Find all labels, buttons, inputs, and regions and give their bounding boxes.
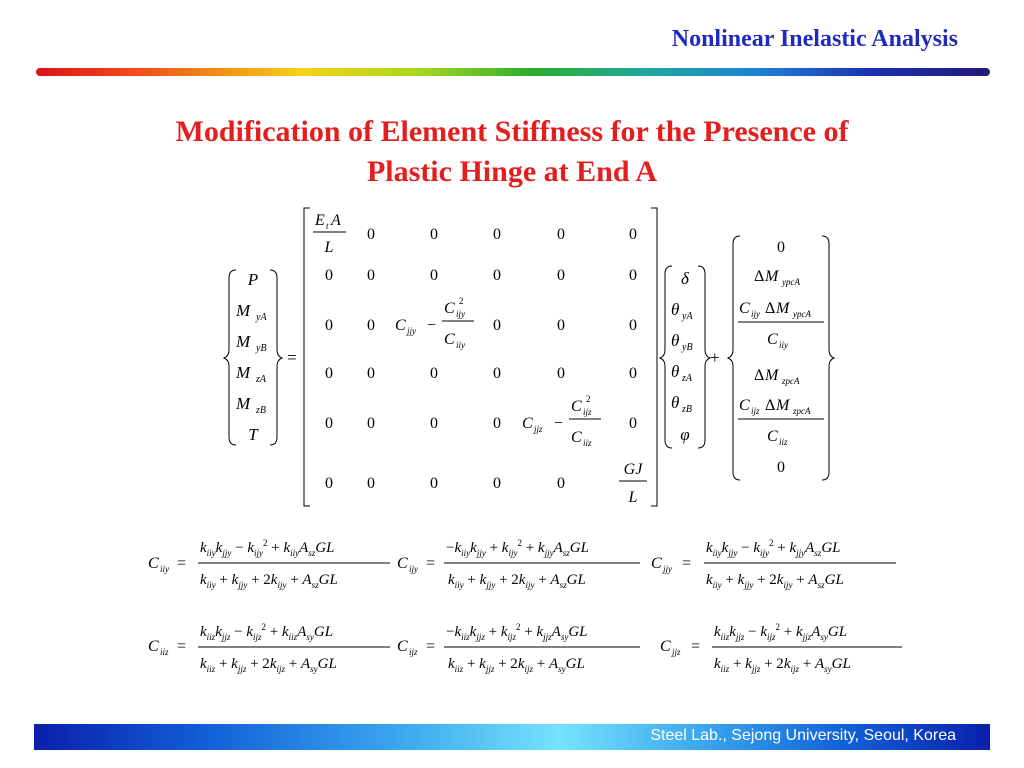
svg-text:C: C xyxy=(739,300,750,317)
svg-text:iiz: iiz xyxy=(160,647,169,657)
svg-text:C: C xyxy=(571,398,582,415)
svg-text:0: 0 xyxy=(430,365,438,382)
svg-text:kiiy + kjjy + 2kijy + AszGL: $k_{iiy} + k_{jjy} + 2k_{ijy} + A_{sz}GL$ xyxy=(200,572,338,590)
svg-text:P: P xyxy=(247,270,259,289)
svg-text:0: 0 xyxy=(493,365,501,382)
coefficient-formulas xyxy=(148,538,902,674)
svg-text:GJ: GJ xyxy=(623,461,643,478)
svg-text:jjz: jjz xyxy=(534,424,543,434)
svg-text:yB: yB xyxy=(682,342,693,353)
svg-text:zB: zB xyxy=(256,405,266,416)
formula-c-ijy xyxy=(397,538,640,590)
footer-text: Steel Lab., Sejong University, Seoul, Korea xyxy=(650,727,956,744)
svg-text:2: 2 xyxy=(459,296,464,306)
svg-text:M: M xyxy=(776,300,790,317)
svg-text:M: M xyxy=(765,367,779,384)
svg-text:zA: zA xyxy=(682,373,692,384)
svg-text:M: M xyxy=(776,397,790,414)
svg-text:θ: θ xyxy=(671,331,680,350)
svg-text:0: 0 xyxy=(325,415,333,432)
svg-text:M: M xyxy=(236,363,251,382)
formula-c-jjy xyxy=(651,538,896,590)
svg-text:ijz: ijz xyxy=(751,406,760,416)
svg-text:0: 0 xyxy=(367,475,375,492)
svg-text:C: C xyxy=(395,317,406,334)
svg-text:ijy: ijy xyxy=(751,309,760,319)
svg-text:yA: yA xyxy=(682,311,693,322)
svg-text:0: 0 xyxy=(430,226,438,243)
svg-text:kiiz + kjjz + 2kijz + AsyGL: $k_{iiz} + k_{jjz} + 2k_{ijz} + A_{sy}GL$ xyxy=(714,656,851,674)
svg-text:A: A xyxy=(331,212,341,229)
svg-text:C: C xyxy=(397,638,408,655)
svg-text:=: = xyxy=(426,638,436,655)
svg-text:zB: zB xyxy=(682,404,692,415)
svg-text:E: E xyxy=(315,212,325,229)
svg-text:0: 0 xyxy=(325,475,333,492)
svg-text:C: C xyxy=(660,638,671,655)
svg-text:θ: θ xyxy=(671,362,680,381)
svg-text:C: C xyxy=(148,555,159,572)
svg-text:Δ: Δ xyxy=(754,268,765,285)
svg-text:iiy: iiy xyxy=(456,340,465,350)
svg-text:=: = xyxy=(691,638,701,655)
svg-text:0: 0 xyxy=(367,226,375,243)
svg-text:0: 0 xyxy=(325,365,333,382)
svg-text:=: = xyxy=(287,348,297,367)
svg-text:C: C xyxy=(444,300,455,317)
svg-text:Δ: Δ xyxy=(765,300,776,317)
svg-text:θ: θ xyxy=(671,393,680,412)
svg-text:0: 0 xyxy=(325,267,333,284)
svg-text:ijy: ijy xyxy=(456,309,465,319)
svg-text:kiiykjjy − kijy2 + kiiyAszGL: $k_{iiy}k_{jjy} - k_{ijy}^2 + k_{iiy}A_{sz}GL$ xyxy=(200,538,335,558)
svg-text:jjz: jjz xyxy=(672,647,681,657)
svg-text:kiizkjjz − kijz2 + kiizAsyGL: $k_{iiz}k_{jjz} - k_{ijz}^2 + k_{iiz}A_{sy}GL$ xyxy=(200,622,334,642)
svg-text:ypcA: ypcA xyxy=(793,309,811,319)
svg-text:0: 0 xyxy=(777,239,785,256)
svg-text:yB: yB xyxy=(256,343,267,354)
svg-text:iiy: iiy xyxy=(160,564,169,574)
svg-text:0: 0 xyxy=(557,317,565,334)
stiffness-equation xyxy=(224,208,834,506)
svg-text:0: 0 xyxy=(629,415,637,432)
svg-text:0: 0 xyxy=(430,475,438,492)
formula-c-iiy xyxy=(148,538,390,590)
svg-text:−: − xyxy=(427,317,437,334)
svg-text:Δ: Δ xyxy=(765,397,776,414)
svg-text:0: 0 xyxy=(493,317,501,334)
svg-text:C: C xyxy=(571,429,582,446)
svg-text:0: 0 xyxy=(629,267,637,284)
svg-text:0: 0 xyxy=(430,267,438,284)
correction-vector xyxy=(728,236,834,480)
svg-text:θ: θ xyxy=(671,300,680,319)
svg-text:0: 0 xyxy=(629,317,637,334)
svg-text:kiiykjjy − kijy2 + kjjyAszGL: $k_{iiy}k_{jjy} - k_{ijy}^2 + k_{jjy}A_{sz}GL$ xyxy=(706,538,841,558)
displacement-vector xyxy=(660,266,710,448)
svg-text:ijy: ijy xyxy=(409,564,418,574)
svg-text:0: 0 xyxy=(367,365,375,382)
svg-text:0: 0 xyxy=(493,267,501,284)
svg-text:C: C xyxy=(397,555,408,572)
svg-text:zpcA: zpcA xyxy=(793,406,811,416)
svg-text:0: 0 xyxy=(777,459,785,476)
svg-text:C: C xyxy=(767,331,778,348)
svg-text:ypcA: ypcA xyxy=(782,277,800,287)
svg-text:kiiz + kjjz + 2kijz + AsyGL: $k_{iiz} + k_{jjz} + 2k_{ijz} + A_{sy}GL$ xyxy=(200,656,337,674)
svg-text:C: C xyxy=(651,555,662,572)
svg-text:M: M xyxy=(765,268,779,285)
svg-text:C: C xyxy=(148,638,159,655)
svg-text:=: = xyxy=(426,555,436,572)
svg-text:=: = xyxy=(682,555,692,572)
svg-text:0: 0 xyxy=(629,365,637,382)
svg-text:φ: φ xyxy=(680,425,690,444)
svg-text:0: 0 xyxy=(367,317,375,334)
svg-text:C: C xyxy=(767,428,778,445)
svg-text:0: 0 xyxy=(493,415,501,432)
svg-text:L: L xyxy=(324,239,334,256)
header-title: Nonlinear Inelastic Analysis xyxy=(671,26,958,52)
slide-title-line-1: Modification of Element Stiffness for the Presence of xyxy=(175,115,849,148)
svg-text:−: − xyxy=(554,415,564,432)
svg-text:−kiizkjjz + kijz2 + kjjzAsyGL: $-k_{iiz}k_{jjz} + k_{ijz}^2 + k_{jjz}A_{sy}GL$ xyxy=(446,622,588,642)
svg-text:+: + xyxy=(710,348,720,367)
svg-text:zpcA: zpcA xyxy=(782,376,800,386)
svg-text:0: 0 xyxy=(367,415,375,432)
svg-text:kiizkjjz − kijz2 + kjjzAsyGL: $k_{iiz}k_{jjz} - k_{ijz}^2 + k_{jjz}A_{sy}GL$ xyxy=(714,622,848,642)
svg-text:iiz: iiz xyxy=(779,437,788,447)
svg-text:yA: yA xyxy=(256,312,267,323)
svg-text:2: 2 xyxy=(586,394,591,404)
svg-text:0: 0 xyxy=(629,226,637,243)
svg-text:0: 0 xyxy=(325,317,333,334)
stiffness-matrix xyxy=(304,208,657,506)
svg-text:ijz: ijz xyxy=(409,647,418,657)
svg-text:0: 0 xyxy=(430,415,438,432)
svg-text:kiiy + kjjy + 2kijy + AszGL: $k_{iiy} + k_{jjy} + 2k_{ijy} + A_{sz}GL$ xyxy=(706,572,844,590)
svg-text:C: C xyxy=(739,397,750,414)
svg-text:0: 0 xyxy=(493,226,501,243)
formula-c-jjz xyxy=(660,622,902,674)
svg-text:C: C xyxy=(522,415,533,432)
svg-text:−kiiykjjy + kijy2 + kjjyAszGL: $-k_{iiy}k_{jjy} + k_{ijy}^2 + k_{jjy}A_{sz}GL$ xyxy=(446,538,589,558)
slide-title-line-2: Plastic Hinge at End A xyxy=(366,155,658,188)
formula-c-ijz xyxy=(397,622,640,674)
svg-text:0: 0 xyxy=(557,365,565,382)
svg-text:=: = xyxy=(177,555,187,572)
svg-text:jjy: jjy xyxy=(663,564,672,574)
svg-text:T: T xyxy=(248,425,258,444)
svg-text:δ: δ xyxy=(681,269,689,288)
svg-text:Δ: Δ xyxy=(754,367,765,384)
formula-c-iiz xyxy=(148,622,390,674)
svg-text:0: 0 xyxy=(557,475,565,492)
svg-text:zA: zA xyxy=(256,374,266,385)
svg-text:kiiy + kjjy + 2kijy + AszGL: $k_{iiy} + k_{jjy} + 2k_{ijy} + A_{sz}GL$ xyxy=(448,572,586,590)
svg-text:0: 0 xyxy=(493,475,501,492)
svg-text:C: C xyxy=(444,331,455,348)
force-vector xyxy=(224,270,282,445)
svg-text:M: M xyxy=(236,301,251,320)
svg-text:0: 0 xyxy=(367,267,375,284)
svg-text:=: = xyxy=(177,638,187,655)
svg-text:0: 0 xyxy=(557,226,565,243)
footer-bar xyxy=(34,724,990,750)
svg-text:kiiz + kjjz + 2kijz + AsyGL: $k_{iiz} + k_{jjz} + 2k_{ijz} + A_{sy}GL$ xyxy=(448,656,585,674)
svg-text:t: t xyxy=(326,221,329,231)
svg-text:iiz: iiz xyxy=(583,438,592,448)
svg-text:M: M xyxy=(236,394,251,413)
svg-text:iiy: iiy xyxy=(779,340,788,350)
svg-text:M: M xyxy=(236,332,251,351)
svg-text:ijz: ijz xyxy=(583,407,592,417)
svg-text:0: 0 xyxy=(557,267,565,284)
svg-text:jjy: jjy xyxy=(407,326,416,336)
svg-text:L: L xyxy=(628,489,638,506)
